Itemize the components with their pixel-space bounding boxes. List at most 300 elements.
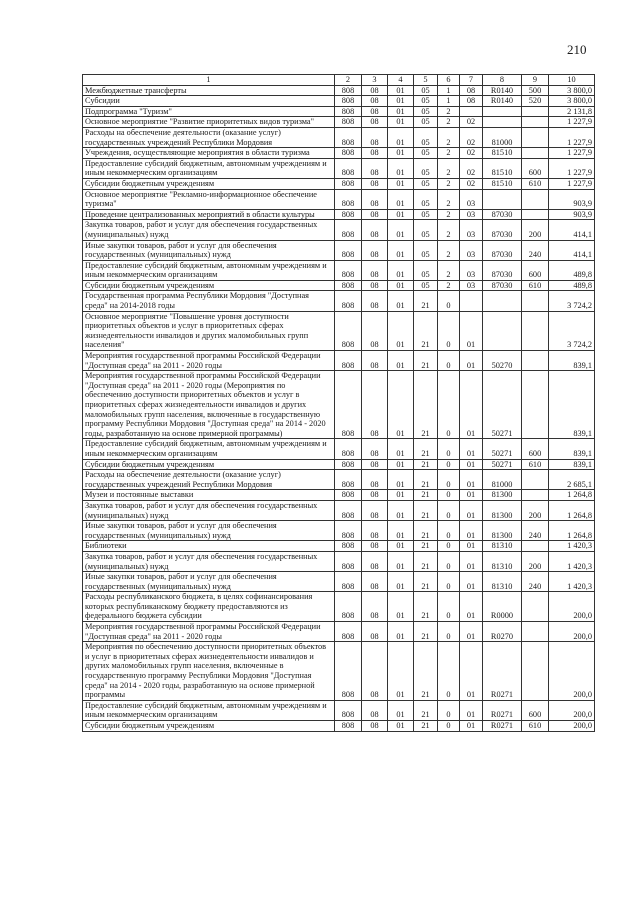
code-cell: 01 (388, 371, 414, 439)
code-cell: 520 (522, 96, 549, 107)
amount-cell: 2 131,8 (549, 106, 595, 117)
code-cell: 0 (438, 291, 460, 311)
code-cell: 81310 (483, 541, 522, 552)
code-cell: 01 (460, 541, 483, 552)
code-cell: 50271 (483, 459, 522, 470)
code-cell: 08 (362, 459, 388, 470)
code-cell: 03 (460, 189, 483, 209)
code-cell (522, 106, 549, 117)
column-header: 2 (335, 75, 362, 86)
code-cell: 01 (388, 189, 414, 209)
code-cell: 600 (522, 700, 549, 720)
code-cell: 01 (388, 500, 414, 520)
code-cell: 08 (362, 291, 388, 311)
code-cell: 808 (335, 158, 362, 178)
code-cell: 01 (388, 572, 414, 592)
table-row (83, 240, 595, 260)
amount-cell: 414,1 (549, 220, 595, 240)
code-cell: 81300 (483, 490, 522, 501)
code-cell: 81510 (483, 178, 522, 189)
code-cell: 0 (438, 459, 460, 470)
amount-cell: 839,1 (549, 459, 595, 470)
column-header: 5 (414, 75, 438, 86)
code-cell: 08 (362, 500, 388, 520)
table-row (83, 291, 595, 311)
code-cell: 01 (460, 470, 483, 490)
row-name-cell: Закупка товаров, работ и услуг для обеспечения государственных (муниципальных) нужд (83, 500, 335, 520)
header-row (83, 75, 595, 86)
code-cell: 21 (414, 521, 438, 541)
code-cell: 01 (460, 572, 483, 592)
row-name-cell: Основное мероприятие "Рекламно-информационное обеспечение туризма" (83, 189, 335, 209)
code-cell: 2 (438, 260, 460, 280)
code-cell (522, 541, 549, 552)
code-cell: 01 (388, 291, 414, 311)
code-cell: 08 (362, 622, 388, 642)
code-cell: 808 (335, 260, 362, 280)
code-cell: 808 (335, 85, 362, 96)
code-cell: 81310 (483, 572, 522, 592)
row-name-cell: Иные закупки товаров, работ и услуг для обеспечения государственных (муниципальных) нужд (83, 521, 335, 541)
code-cell: 0 (438, 311, 460, 350)
code-cell: 01 (388, 117, 414, 128)
code-cell: 05 (414, 85, 438, 96)
code-cell (522, 490, 549, 501)
code-cell: R0140 (483, 96, 522, 107)
row-name-cell: Расходы республиканского бюджета, в целях софинансирования которых республиканскому бюджету предоставляются из федерального бюджета субсидии (83, 592, 335, 622)
code-cell (522, 371, 549, 439)
code-cell: 03 (460, 280, 483, 291)
code-cell: 01 (460, 642, 483, 701)
code-cell: 0 (438, 721, 460, 732)
amount-cell: 1 264,8 (549, 490, 595, 501)
code-cell: 03 (460, 209, 483, 220)
amount-cell: 414,1 (549, 240, 595, 260)
code-cell: 21 (414, 291, 438, 311)
code-cell: 21 (414, 551, 438, 571)
code-cell: 81300 (483, 500, 522, 520)
code-cell: 0 (438, 642, 460, 701)
row-name-cell: Закупка товаров, работ и услуг для обеспечения государственных (муниципальных) нужд (83, 551, 335, 571)
table-row (83, 106, 595, 117)
page-number: 210 (567, 42, 587, 57)
table-row (83, 572, 595, 592)
code-cell (522, 592, 549, 622)
code-cell: 808 (335, 721, 362, 732)
code-cell: 610 (522, 178, 549, 189)
code-cell: 01 (388, 85, 414, 96)
row-name-cell: Закупка товаров, работ и услуг для обеспечения государственных (муниципальных) нужд (83, 220, 335, 240)
code-cell: 808 (335, 700, 362, 720)
table-row (83, 178, 595, 189)
row-name-cell: Субсидии бюджетным учреждениям (83, 280, 335, 291)
code-cell: 01 (460, 551, 483, 571)
table-row (83, 148, 595, 159)
code-cell: 0 (438, 371, 460, 439)
code-cell: 08 (362, 521, 388, 541)
code-cell: 01 (388, 220, 414, 240)
code-cell: 02 (460, 158, 483, 178)
code-cell: 200 (522, 500, 549, 520)
code-cell: 1 (438, 96, 460, 107)
table-row (83, 371, 595, 439)
code-cell: 01 (388, 280, 414, 291)
amount-cell: 1 420,3 (549, 541, 595, 552)
code-cell: 08 (362, 490, 388, 501)
table-row (83, 592, 595, 622)
code-cell: 2 (438, 209, 460, 220)
code-cell: 0 (438, 490, 460, 501)
row-name-cell: Мероприятия по обеспечению доступности приоритетных объектов и услуг в приоритетных сферах жизнедеятельности инвалидов и других маломобильных групп населения, включенные в государственную программу Республики Мордовия "Доступная среда" на 2014 - 2020 годы, разработанную на основе примерной программы (83, 642, 335, 701)
code-cell (522, 189, 549, 209)
code-cell: 21 (414, 500, 438, 520)
code-cell: 808 (335, 106, 362, 117)
code-cell: 08 (362, 592, 388, 622)
row-name-cell: Библиотеки (83, 541, 335, 552)
row-name-cell: Предоставление субсидий бюджетным, автономным учреждениям и иным некоммерческим организациям (83, 158, 335, 178)
row-name-cell: Предоставление субсидий бюджетным, автономным учреждениям и иным некоммерческим организациям (83, 439, 335, 459)
row-name-cell: Мероприятия государственной программы Российской Федерации "Доступная среда" на 2011 - 2020 годы (83, 351, 335, 371)
table-row (83, 721, 595, 732)
code-cell: 2 (438, 158, 460, 178)
code-cell: 808 (335, 291, 362, 311)
code-cell: 808 (335, 439, 362, 459)
code-cell: 808 (335, 541, 362, 552)
code-cell: 08 (362, 220, 388, 240)
code-cell: R0140 (483, 85, 522, 96)
code-cell: 05 (414, 260, 438, 280)
code-cell: 21 (414, 541, 438, 552)
table-row (83, 280, 595, 291)
code-cell: 01 (388, 240, 414, 260)
code-cell: 21 (414, 700, 438, 720)
amount-cell: 3 724,2 (549, 311, 595, 350)
row-name-cell: Расходы на обеспечение деятельности (оказание услуг) государственных учреждений Республики Мордовия (83, 127, 335, 147)
code-cell (522, 209, 549, 220)
code-cell: 808 (335, 470, 362, 490)
code-cell: 05 (414, 158, 438, 178)
code-cell: 87030 (483, 260, 522, 280)
code-cell: 01 (460, 721, 483, 732)
code-cell: 02 (460, 127, 483, 147)
code-cell: 01 (388, 439, 414, 459)
column-header: 7 (460, 75, 483, 86)
code-cell: 01 (460, 371, 483, 439)
code-cell: 808 (335, 96, 362, 107)
code-cell: 21 (414, 470, 438, 490)
amount-cell: 1 227,9 (549, 178, 595, 189)
code-cell (483, 189, 522, 209)
code-cell: 08 (362, 700, 388, 720)
row-name-cell: Основное мероприятие "Развитие приоритетных видов туризма" (83, 117, 335, 128)
code-cell: 808 (335, 642, 362, 701)
code-cell: 03 (460, 220, 483, 240)
code-cell: 01 (388, 127, 414, 147)
code-cell: 610 (522, 280, 549, 291)
code-cell: 08 (362, 280, 388, 291)
code-cell: 50271 (483, 371, 522, 439)
code-cell: 2 (438, 127, 460, 147)
code-cell: 08 (362, 351, 388, 371)
row-name-cell: Музеи и постоянные выставки (83, 490, 335, 501)
code-cell: 05 (414, 220, 438, 240)
code-cell: 2 (438, 117, 460, 128)
row-name-cell: Подпрограмма "Туризм" (83, 106, 335, 117)
row-name-cell: Предоставление субсидий бюджетным, автономным учреждениям и иным некоммерческим организациям (83, 260, 335, 280)
table-row (83, 96, 595, 107)
column-header: 1 (83, 75, 335, 86)
table-row (83, 127, 595, 147)
code-cell: 02 (460, 148, 483, 159)
table-row (83, 500, 595, 520)
code-cell: 50270 (483, 351, 522, 371)
code-cell: 08 (362, 642, 388, 701)
code-cell: 08 (362, 148, 388, 159)
code-cell (483, 117, 522, 128)
row-name-cell: Проведение централизованных мероприятий в области культуры (83, 209, 335, 220)
code-cell: 81000 (483, 470, 522, 490)
row-name-cell: Субсидии бюджетным учреждениям (83, 459, 335, 470)
code-cell (522, 622, 549, 642)
code-cell (522, 291, 549, 311)
amount-cell: 200,0 (549, 622, 595, 642)
amount-cell: 200,0 (549, 700, 595, 720)
code-cell: 05 (414, 117, 438, 128)
code-cell: R0271 (483, 642, 522, 701)
code-cell: 01 (388, 311, 414, 350)
table-row (83, 521, 595, 541)
code-cell (522, 117, 549, 128)
code-cell: 01 (388, 459, 414, 470)
amount-cell: 200,0 (549, 721, 595, 732)
code-cell (522, 642, 549, 701)
table-row (83, 541, 595, 552)
code-cell (483, 291, 522, 311)
code-cell: 87030 (483, 209, 522, 220)
code-cell: 08 (362, 85, 388, 96)
amount-cell: 903,9 (549, 209, 595, 220)
code-cell: 21 (414, 459, 438, 470)
code-cell: 05 (414, 209, 438, 220)
table-body (83, 85, 595, 731)
row-name-cell: Мероприятия государственной программы Российской Федерации "Доступная среда" на 2011 - 2020 годы (83, 622, 335, 642)
code-cell: 01 (460, 490, 483, 501)
row-name-cell: Расходы на обеспечение деятельности (оказание услуг) государственных учреждений Республики Мордовия (83, 470, 335, 490)
code-cell: 08 (362, 158, 388, 178)
code-cell: 50271 (483, 439, 522, 459)
code-cell: 2 (438, 220, 460, 240)
code-cell: 240 (522, 572, 549, 592)
table-row (83, 490, 595, 501)
code-cell: 0 (438, 521, 460, 541)
table-row (83, 209, 595, 220)
code-cell (522, 311, 549, 350)
row-name-cell: Межбюджетные трансферты (83, 85, 335, 96)
code-cell: 01 (388, 592, 414, 622)
amount-cell: 1 264,8 (549, 521, 595, 541)
code-cell: 05 (414, 106, 438, 117)
code-cell: 08 (362, 439, 388, 459)
code-cell: 81510 (483, 158, 522, 178)
code-cell: 01 (388, 260, 414, 280)
column-header: 10 (549, 75, 595, 86)
code-cell: 08 (362, 470, 388, 490)
code-cell: 808 (335, 351, 362, 371)
table-row (83, 220, 595, 240)
table-row (83, 117, 595, 128)
amount-cell: 2 685,1 (549, 470, 595, 490)
amount-cell: 3 800,0 (549, 85, 595, 96)
code-cell: 81000 (483, 127, 522, 147)
code-cell: 08 (362, 572, 388, 592)
amount-cell: 1 227,9 (549, 148, 595, 159)
code-cell: 808 (335, 178, 362, 189)
code-cell: 81510 (483, 148, 522, 159)
code-cell: 05 (414, 280, 438, 291)
code-cell: 0 (438, 551, 460, 571)
row-name-cell: Субсидии (83, 96, 335, 107)
code-cell: 87030 (483, 240, 522, 260)
amount-cell: 200,0 (549, 592, 595, 622)
code-cell: 08 (362, 240, 388, 260)
code-cell: 610 (522, 459, 549, 470)
code-cell: 0 (438, 351, 460, 371)
table-row (83, 470, 595, 490)
row-name-cell: Иные закупки товаров, работ и услуг для обеспечения государственных (муниципальных) нужд (83, 572, 335, 592)
code-cell: 08 (460, 96, 483, 107)
code-cell: 01 (460, 700, 483, 720)
code-cell: 600 (522, 260, 549, 280)
code-cell: 01 (388, 622, 414, 642)
code-cell: 01 (460, 622, 483, 642)
code-cell: 21 (414, 311, 438, 350)
code-cell: 05 (414, 96, 438, 107)
row-name-cell: Иные закупки товаров, работ и услуг для обеспечения государственных (муниципальных) нужд (83, 240, 335, 260)
code-cell: 808 (335, 148, 362, 159)
table-row (83, 622, 595, 642)
table-row (83, 85, 595, 96)
code-cell: 21 (414, 439, 438, 459)
table-row (83, 158, 595, 178)
amount-cell: 1 420,3 (549, 551, 595, 571)
amount-cell: 1 420,3 (549, 572, 595, 592)
code-cell: 05 (414, 240, 438, 260)
row-name-cell: Субсидии бюджетным учреждениям (83, 178, 335, 189)
amount-cell: 839,1 (549, 351, 595, 371)
code-cell: 21 (414, 642, 438, 701)
code-cell: 500 (522, 85, 549, 96)
code-cell: 01 (388, 178, 414, 189)
table-row (83, 551, 595, 571)
code-cell: 600 (522, 158, 549, 178)
code-cell: 21 (414, 490, 438, 501)
column-header: 8 (483, 75, 522, 86)
code-cell: 0 (438, 572, 460, 592)
amount-cell: 839,1 (549, 439, 595, 459)
code-cell: 01 (388, 642, 414, 701)
code-cell: 01 (460, 500, 483, 520)
row-name-cell: Государственная программа Республики Мордовия "Доступная среда" на 2014-2018 годы (83, 291, 335, 311)
code-cell: 0 (438, 592, 460, 622)
code-cell: 1 (438, 85, 460, 96)
code-cell: 808 (335, 240, 362, 260)
code-cell (460, 106, 483, 117)
code-cell: 0 (438, 500, 460, 520)
code-cell: 08 (362, 209, 388, 220)
code-cell: 808 (335, 280, 362, 291)
code-cell: 01 (460, 311, 483, 350)
table-row (83, 189, 595, 209)
code-cell: 01 (388, 96, 414, 107)
code-cell: 808 (335, 220, 362, 240)
code-cell: 01 (388, 209, 414, 220)
code-cell: 08 (362, 127, 388, 147)
code-cell: 600 (522, 439, 549, 459)
code-cell: 808 (335, 371, 362, 439)
code-cell: 01 (460, 521, 483, 541)
code-cell: 808 (335, 311, 362, 350)
code-cell: 2 (438, 189, 460, 209)
code-cell: 0 (438, 439, 460, 459)
code-cell: 01 (388, 490, 414, 501)
code-cell: 808 (335, 521, 362, 541)
code-cell: 03 (460, 260, 483, 280)
code-cell: 08 (460, 85, 483, 96)
amount-cell: 200,0 (549, 642, 595, 701)
code-cell: R0271 (483, 700, 522, 720)
budget-table (82, 74, 595, 732)
code-cell: 08 (362, 541, 388, 552)
code-cell: 08 (362, 371, 388, 439)
column-header: 9 (522, 75, 549, 86)
code-cell: 21 (414, 721, 438, 732)
code-cell: 200 (522, 220, 549, 240)
code-cell: 21 (414, 351, 438, 371)
amount-cell: 903,9 (549, 189, 595, 209)
code-cell: 01 (460, 459, 483, 470)
code-cell: 0 (438, 470, 460, 490)
code-cell: 08 (362, 551, 388, 571)
code-cell: 808 (335, 551, 362, 571)
code-cell: 01 (460, 592, 483, 622)
code-cell: 2 (438, 240, 460, 260)
row-name-cell: Предоставление субсидий бюджетным, автономным учреждениям и иным некоммерческим организациям (83, 700, 335, 720)
column-header: 4 (388, 75, 414, 86)
table-row (83, 351, 595, 371)
row-name-cell: Основное мероприятие "Повышение уровня доступности приоритетных объектов и услуг в приоритетных сферах жизнедеятельности инвалидов и других маломобильных групп населения" (83, 311, 335, 350)
code-cell: 610 (522, 721, 549, 732)
code-cell: 808 (335, 572, 362, 592)
code-cell: 87030 (483, 280, 522, 291)
code-cell (460, 291, 483, 311)
code-cell: 01 (388, 351, 414, 371)
code-cell: 08 (362, 117, 388, 128)
code-cell: 808 (335, 490, 362, 501)
code-cell: R0000 (483, 592, 522, 622)
code-cell: 08 (362, 721, 388, 732)
code-cell: 05 (414, 178, 438, 189)
table-row (83, 700, 595, 720)
code-cell: 01 (388, 700, 414, 720)
code-cell: 03 (460, 240, 483, 260)
code-cell: 240 (522, 240, 549, 260)
table-row (83, 459, 595, 470)
code-cell: 01 (388, 551, 414, 571)
code-cell: 01 (388, 158, 414, 178)
amount-cell: 1 227,9 (549, 158, 595, 178)
code-cell: R0270 (483, 622, 522, 642)
code-cell: 21 (414, 622, 438, 642)
